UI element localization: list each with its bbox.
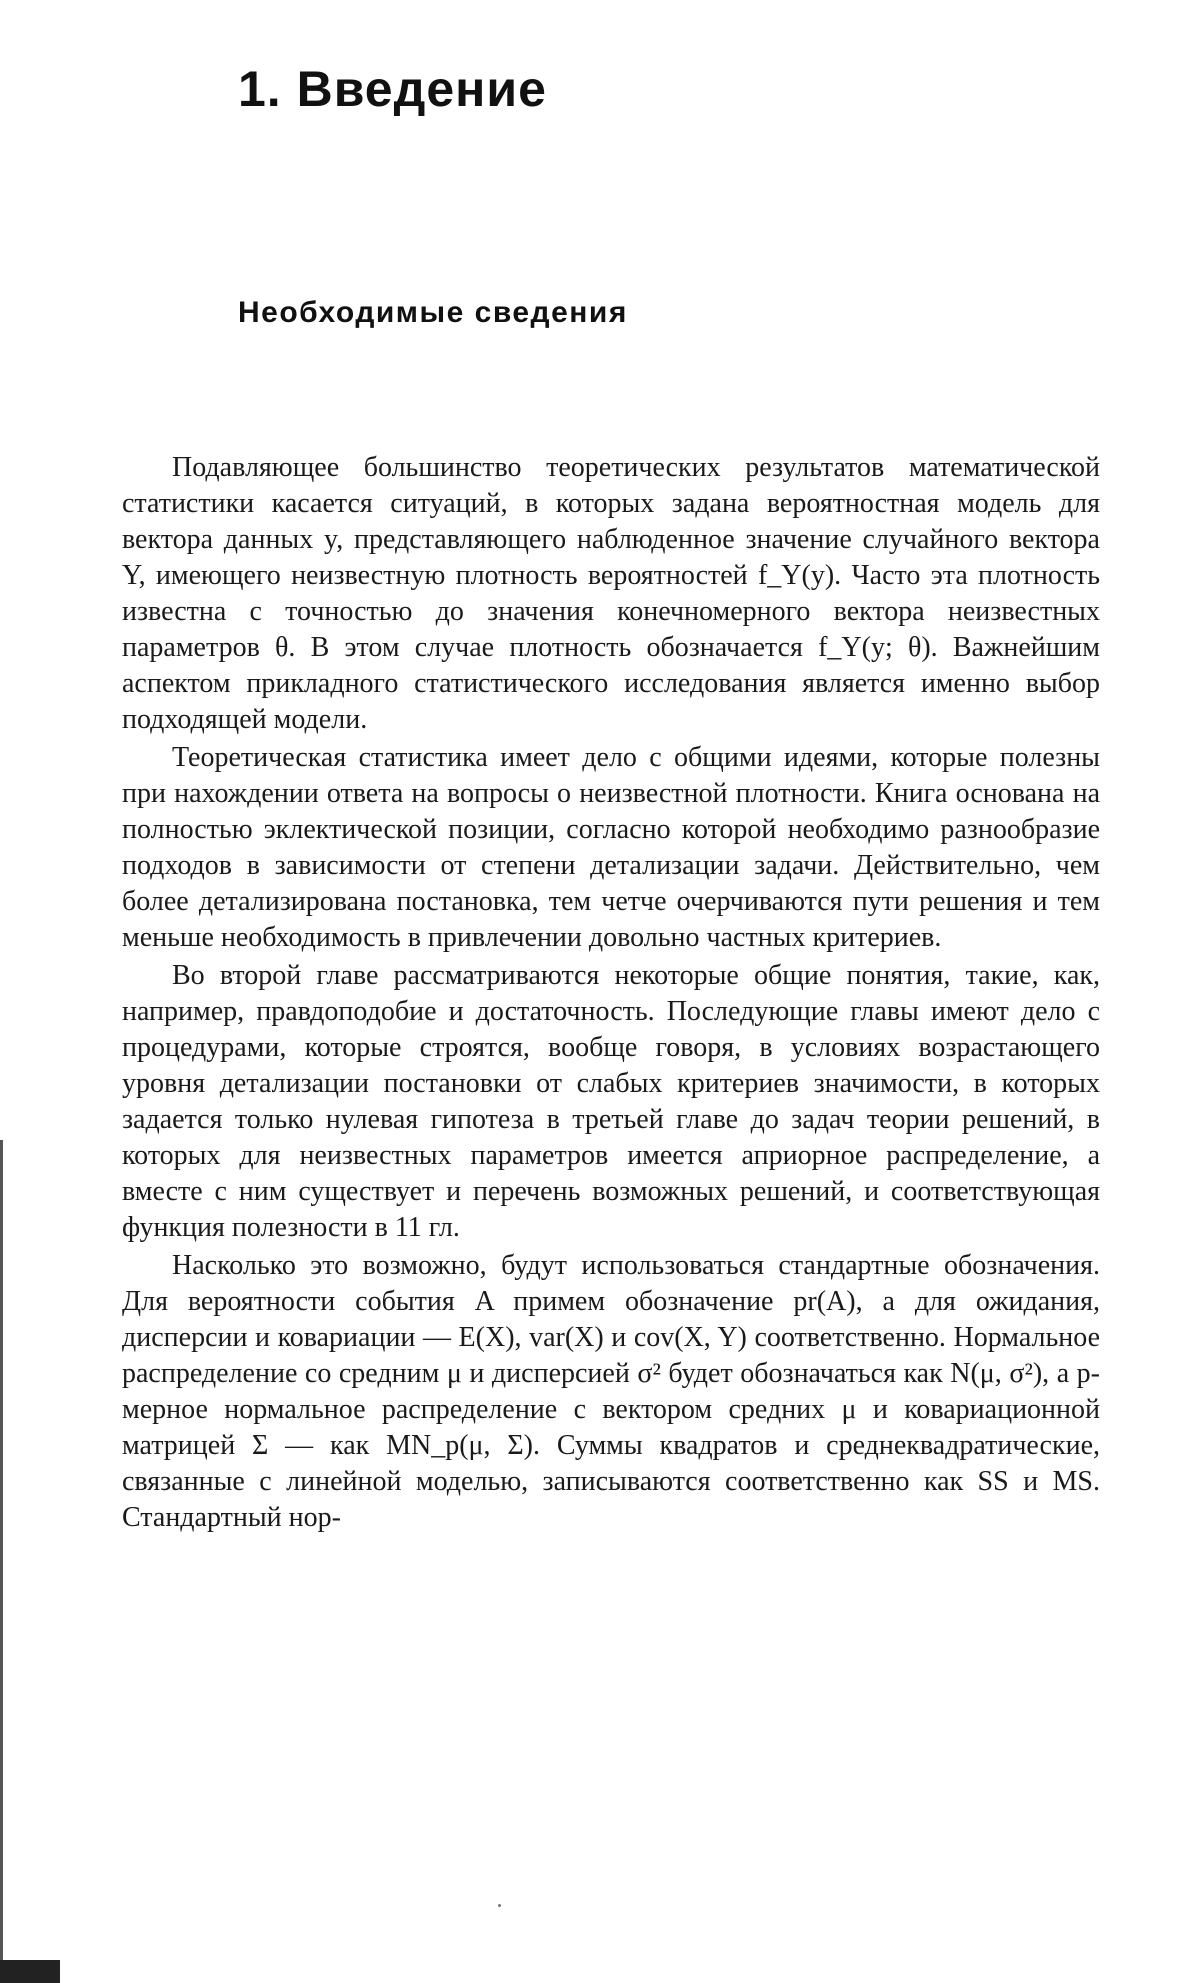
scan-edge-shadow — [0, 1140, 3, 1980]
paragraph-1: Подавляющее большинство теоретических результатов математической статистики касается ситуаций, в которых задана вероятностная модель для вектора данных y, представляющего наблюденное значение случайного вектора Y, имеющего неизвестную плотность вероятностей f_Y(y). Часто эта плотность известна с точностью до значения конечномерного вектора неизвестных параметров θ. В этом случае плотность обозначается f_Y(y; θ). Важнейшим аспектом прикладного статистического исследования является именно выбор подходящей модели. — [122, 452, 1100, 735]
body-text — [122, 450, 1100, 1536]
chapter-title: 1. Введение — [238, 61, 547, 117]
scan-speck — [498, 1904, 501, 1907]
scan-edge-corner — [0, 1960, 60, 1983]
paragraph-2: Теоретическая статистика имеет дело с общими идеями, которые полезны при нахождении ответа на вопросы о неизвестной плотности. Книга основана на полностью эклектической позиции, согласно которой необходимо разнообразие подходов в зависимости от степени детализации задачи. Действительно, чем более детализирована постановка, тем четче очерчиваются пути решения и тем меньше необходимость в привлечении довольно частных критериев. — [122, 742, 1100, 953]
paragraph-4: Насколько это возможно, будут использоваться стандартные обозначения. Для вероятности события A примем обозначение pr(A), а для ожидания, дисперсии и ковариации — E(X), var(X) и cov(X, Y) соответственно. Нормальное распределение со средним μ и дисперсией σ² будет обозначаться как N(μ, σ²), а p-мерное нормальное распределение с вектором средних μ и ковариационной матрицей Σ — как MN_p(μ, Σ). Суммы квадратов и среднеквадратические, связанные с линейной моделью, записываются соответственно как SS и MS. Стандартный нор- — [122, 1250, 1100, 1533]
section-title: Необходимые сведения — [238, 296, 628, 329]
paragraph-3: Во второй главе рассматриваются некоторые общие понятия, такие, как, например, правдоподобие и достаточность. Последующие главы имеют дело с процедурами, которые строятся, вообще говоря, в условиях возрастающего уровня детализации постановки от слабых критериев значимости, в которых задается только нулевая гипотеза в третьей главе до задач теории решений, в которых для неизвестных параметров имеется априорное распределение, а вместе с ним существует и перечень возможных решений, и соответствующая функция полезности в 11 гл. — [122, 960, 1100, 1243]
